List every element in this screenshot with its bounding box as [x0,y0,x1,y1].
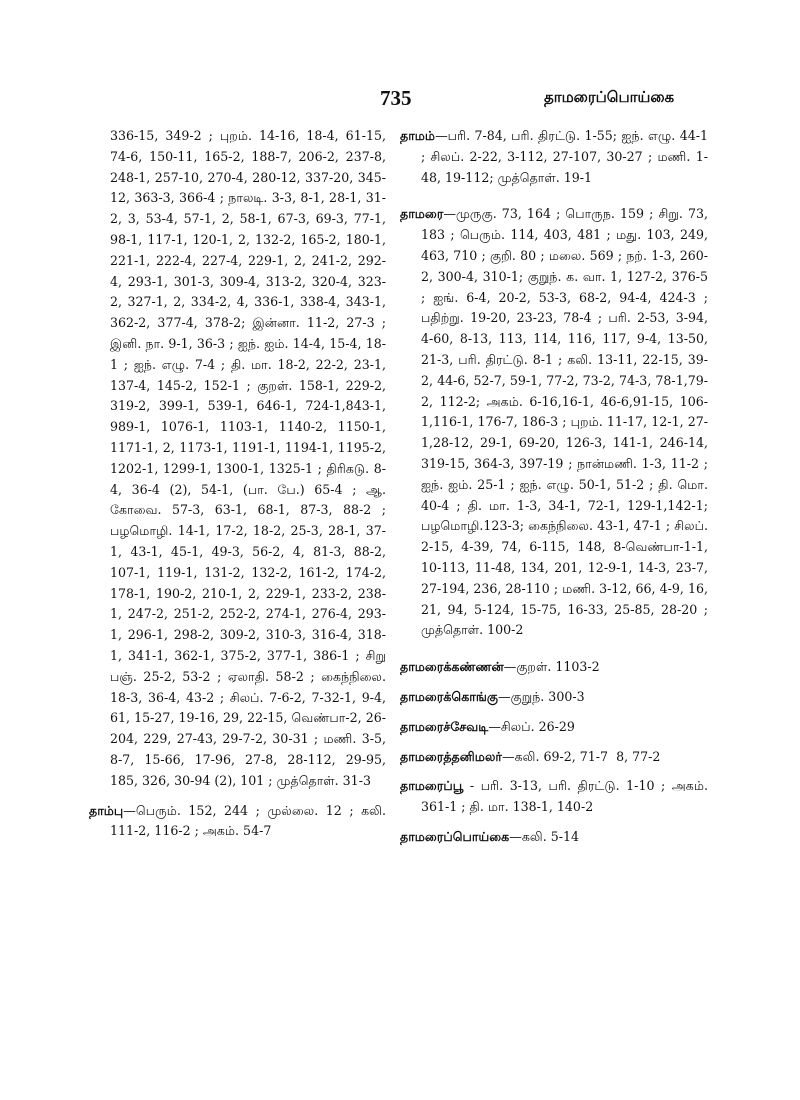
entry-headword: தாமரைப்பூ [400,778,464,794]
left-column [89,126,386,842]
index-entry-thaamaraikkongu [400,687,708,708]
entry-references: —முருகு. 73, 164 ; பொருந. 159 ; சிறு. 73, 183 ; பெரும். 114, 403, 481 ; மது. 103, 249, 463, 710 ; குறி. 80 ; மலை. 569 ; நற். 1-3, 260-2, 300-4, 310-1; குறுந். க. வா. 1, 127-2, 376-5 ; ஐங். 6-4, 20-2, 53-3, 68-2, 94-4, 424-3 ; பதிற்று. 19-20, 23-23, 78-4 ; பரி. 2-53, 3-94, 4-60, 8-13, 113, 114, 116, 117, 9-4, 13-50, 21-3, பரி. திரட்டு. 8-1 ; கலி. 13-11, 22-15, 39-2, 44-6, 52-7, 59-1, 77-2, 73-2, 74-3, 78-1,79-2, 112-2; அகம். 6-16,16-1, 46-6,91-15, 106-1,116-1, 176-7, 186-3 ; புறம். 11-17, 12-1, 27-1,28-12, 29-1, 69-20, 126-3, 141-1, 246-14, 319-15, 364-3, 397-19 ; நான்மணி. 1-3, 11-2 ; ஐந். ஐம். 25-1 ; ஐந். எழு. 50-1, 51-2 ; தி. மொ. 40-4 ; தி. மா. 1-3, 34-1, 72-1, 129-1,142-1; பழமொழி.123-3; கைந்நிலை. 43-1, 47-1 ; சிலப். 2-15, 4-39, 74, 6-115, 148, 8-வெண்பா-1-1, 10-113, 11-48, 134, 201, 12-9-1, 14-3, 23-7, 27-194, 236, 28-110 ; மணி. 3-12, 66, 4-9, 16, 21, 94, 5-124, 15-75, 16-33, 25-85, 28-20 ; முத்தொள். 100-2 [421,206,708,638]
entry-headword: தாமரை [400,206,444,222]
entry-headword: தாமரைப்பொய்கை [400,828,510,844]
entry-references: —குறள். 1103-2 [503,659,600,675]
index-entry-thaamaraitthanimalar [400,747,708,768]
index-entry-thaamaraikkannan [400,657,708,678]
right-column [400,126,708,857]
entry-references: —கலி. 5-14 [509,828,580,844]
entry-headword: தாம்பு [89,802,124,818]
index-entry-thaambu [89,801,386,843]
entry-headword: தாமரைத்தனிமலர் [400,748,502,764]
page-number: 735 [380,86,412,110]
entry-headword: தாமரைச்சேவடி [400,718,489,734]
entry-references: - பரி. 3-13, பரி. திரட்டு. 1-10 ; அகம். 361-1 ; தி. மா. 138-1, 140-2 [421,778,708,815]
entry-headword: தாமம் [400,128,436,143]
index-entry-thaamaraicchevadi [400,717,708,738]
entry-headword: தாமரைக்கண்ணன் [400,659,504,675]
entry-references: —பரி. 7-84, பரி. திரட்டு. 1-55; ஐந். எழு. 44-1 ; சிலப். 2-22, 3-112, 27-107, 30-27 ; மணி. 1-48, 19-112; முத்தொள். 19-1 [421,128,708,185]
entry-references: —பெரும். 152, 244 ; முல்லை. 12 ; கலி. 111-2, 116-2 ; அகம். 54-7 [110,802,386,839]
index-entry-thaamarai [400,204,708,641]
entry-references: —சிலப். 26-29 [488,718,575,734]
index-entry-thaamaraippoikai [400,827,708,848]
continued-entry-text: 336-15, 349-2 ; புறம். 14-16, 18-4, 61-15, 74-6, 150-11, 165-2, 188-7, 206-2, 237-8, 248-1, 257-10, 270-4, 280-12, 337-20, 345-12, 363-3, 366-4 ; நாலடி. 3-3, 8-1, 28-1, 31-2, 3, 53-4, 57-1, 2, 58-1, 67-3, 69-3, 77-1, 98-1, 117-1, 120-1, 2, 132-2, 165-2, 180-1, 221-1, 222-4, 227-4, 229-1, 2, 241-2, 292-4, 293-1, 301-3, 309-4, 313-2, 320-4, 323-2, 327-1, 2, 334-2, 4, 336-1, 338-4, 343-1, 362-2, 377-4, 378-2; இன்னா. 11-2, 27-3 ; இனி. நா. 9-1, 36-3 ; ஐந். ஐம். 14-4, 15-4, 18-1 ; ஐந். எழு. 7-4 ; தி. மா. 18-2, 22-2, 23-1, 137-4, 145-2, 152-1 ; குறள். 158-1, 229-2, 319-2, 399-1, 539-1, 646-1, 724-1,843-1, 989-1, 1076-1, 1103-1, 1140-2, 1150-1, 1171-1, 2, 1173-1, 1191-1, 1194-1, 1195-2, 1202-1, 1299-1, 1300-1, 1325-1 ; திரிகடு. 8-4, 36-4 (2), 54-1, (பா. பே.) 65-4 ; ஆ. கோவை. 57-3, 63-1, 68-1, 87-3, 88-2 ; பழமொழி. 14-1, 17-2, 18-2, 25-3, 28-1, 37-1, 43-1, 45-1, 49-3, 56-2, 4, 81-3, 88-2, 107-1, 119-1, 131-2, 132-2, 161-2, 174-2, 178-1, 190-2, 210-1, 2, 229-1, 233-2, 238-1, 247-2, 251-2, 252-2, 274-1, 276-4, 293-1, 296-1, 298-2, 309-2, 310-3, 316-4, 318-1, 341-1, 362-1, 375-2, 377-1, 386-1 ; சிறு பஞ். 25-2, 53-2 ; ஏலாதி. 58-2 ; கைந்நிலை. 18-3, 36-4, 43-2 ; சிலப். 7-6-2, 7-32-1, 9-4, 61, 15-27, 19-16, 29, 22-15, வெண்பா-2, 26-204, 229, 27-43, 29-7-2, 30-31 ; மணி. 3-5, 8-7, 15-66, 17-96, 27-8, 28-112, 29-95, 185, 326, 30-94 (2), 101 ; முத்தொள். 31-3 [110,128,386,788]
entry-references: —குறுந். 300-3 [497,688,585,704]
index-entry-thaamaraippoo [400,776,708,818]
running-head: தாமரைப்பொய்கை [544,88,675,106]
entry-headword: தாமரைக்கொங்கு [400,688,498,704]
index-entry-thaamam [400,126,708,188]
entry-references: —கலி. 69-2, 71-7 ‍ 8, 77-2 [501,748,661,764]
